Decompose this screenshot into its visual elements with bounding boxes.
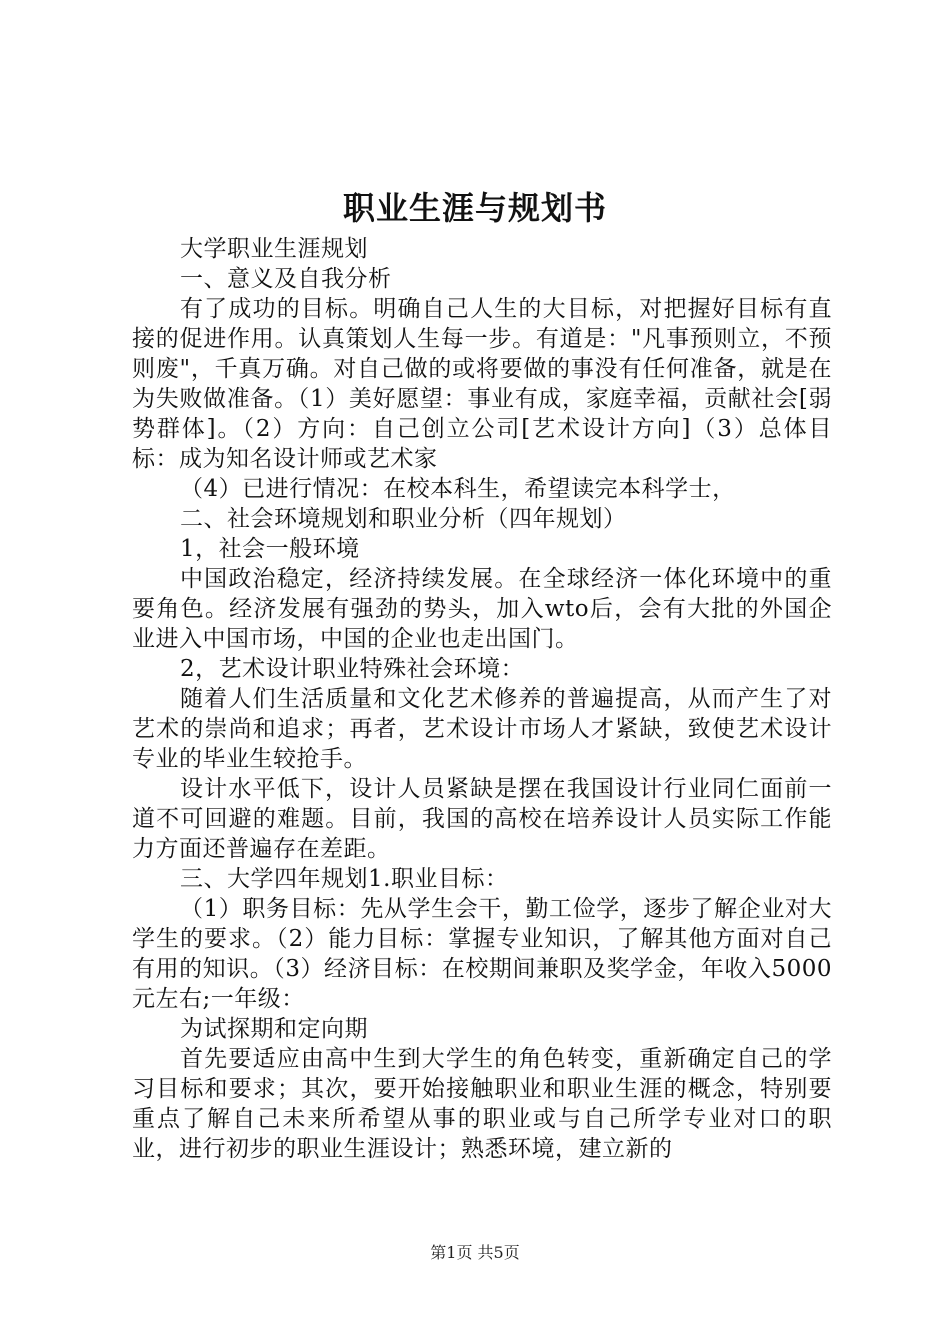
paragraph-progress: （4）已进行情况：在校本科生，希望读完本科学士， — [180, 476, 736, 502]
paragraph-exploration-period: 为试探期和定向期 — [180, 1016, 368, 1042]
paragraph-goals: 有了成功的目标。明确自己人生的大目标，对把握好目标有直接的促进作用。认真策划人生每一步。有道是："凡事预则立，不预则废"，千真万确。对自己做的或将要做的事没有任何准备，就是在为失败做准备。（1）美好愿望：事业有成，家庭幸福，贡献社会[弱势群体]。（2）方向：自己创立公司[艺术设计方向]（3）总体目标：成为知名设计师或艺术家 — [132, 296, 832, 472]
document-title: 职业生涯与规划书 — [342, 189, 607, 227]
paragraph-career-targets: （1）职务目标：先从学生会干，勤工俭学，逐步了解企业对大学生的要求。（2）能力目标：掌握专业知识，了解其他方面对自己有用的知识。（3）经济目标：在校期间兼职及奖学金，年收入5000元左右;一年级： — [132, 896, 832, 1012]
paragraph-art-demand: 随着人们生活质量和文化艺术修养的普遍提高，从而产生了对艺术的崇尚和追求；再者，艺术设计市场人才紧缺，致使艺术设计专业的毕业生较抢手。 — [132, 686, 832, 772]
heading-career-plan: 大学职业生涯规划 — [180, 236, 368, 262]
section-heading-2: 二、社会环境规划和职业分析（四年规划） — [180, 506, 627, 532]
subheading-art-design-environment: 2，艺术设计职业特殊社会环境： — [180, 656, 525, 682]
paragraph-first-year: 首先要适应由高中生到大学生的角色转变，重新确定自己的学习目标和要求；其次，要开始接触职业和职业生涯的概念，特别要重点了解自己未来所希望从事的职业或与自己所学专业对口的职业，进行初步的职业生涯设计；熟悉环境，建立新的 — [132, 1046, 832, 1162]
document-body — [132, 234, 832, 1164]
paragraph-design-gap: 设计水平低下，设计人员紧缺是摆在我国设计行业同仁面前一道不可回避的难题。目前，我国的高校在培养设计人员实际工作能力方面还普遍存在差距。 — [132, 776, 832, 862]
page-number: 第1页 共5页 — [430, 1243, 520, 1262]
paragraph-general-environment: 中国政治稳定，经济持续发展。在全球经济一体化环境中的重要角色。经济发展有强劲的势头，加入wto后，会有大批的外国企业进入中国市场，中国的企业也走出国门。 — [132, 566, 832, 652]
subheading-general-environment: 1，社会一般环境 — [180, 536, 360, 562]
section-heading-3: 三、大学四年规划1.职业目标： — [180, 866, 509, 892]
section-heading-1: 一、意义及自我分析 — [180, 266, 392, 292]
